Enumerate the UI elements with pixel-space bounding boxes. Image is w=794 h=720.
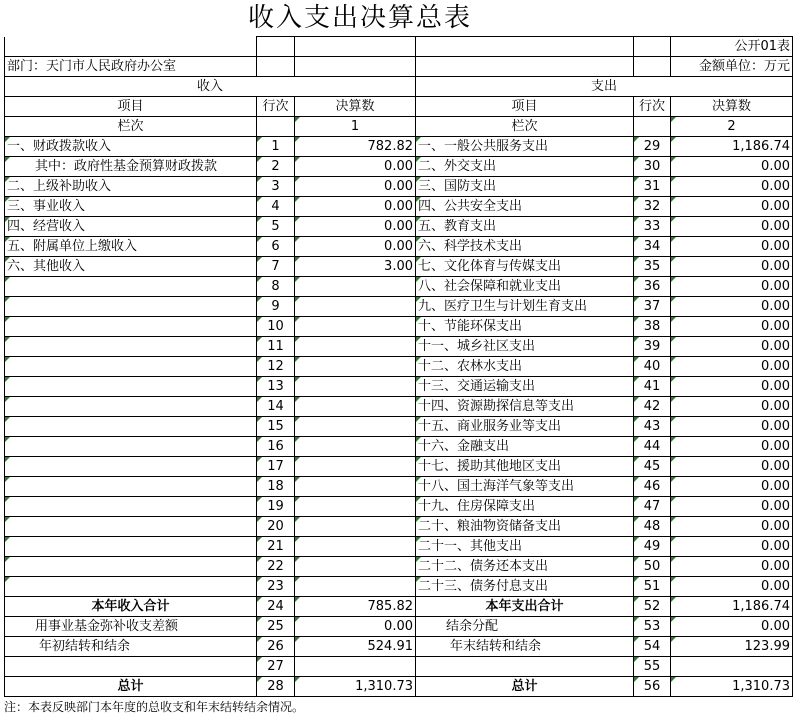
income-item: 三、事业收入 [5,197,257,217]
expense-item: 十三、交通运输支出 [416,377,634,397]
income-amount [295,577,416,597]
expense-item: 十四、资源勘探信息等支出 [416,397,634,417]
expense-item: 年末结转和结余 [416,637,634,657]
expense-amount: 1,310.73 [671,677,793,697]
expense-item: 十八、国土海洋气象等支出 [416,477,634,497]
department: 部门：天门市人民政府办公室 [5,57,257,77]
income-amount-header: 决算数 [295,97,416,117]
income-item: 用事业基金弥补收支差额 [5,617,257,637]
expense-item: 八、社会保障和就业支出 [416,277,634,297]
expense-row-no: 49 [634,537,671,557]
expense-amount: 123.99 [671,637,793,657]
expense-amount: 0.00 [671,217,793,237]
expense-row-no: 45 [634,457,671,477]
table-row [5,457,793,477]
income-item: 四、经营收入 [5,217,257,237]
income-amount [295,357,416,377]
expense-item: 十、节能环保支出 [416,317,634,337]
table-row [5,517,793,537]
expense-item-header: 项目 [416,97,634,117]
expense-amount: 0.00 [671,177,793,197]
table-row [5,397,793,417]
income-row-no: 14 [257,397,295,417]
table-row [5,197,793,217]
table-row [5,317,793,337]
income-row-no: 25 [257,617,295,637]
income-row-no: 5 [257,217,295,237]
expense-row-no: 43 [634,417,671,437]
expense-amount: 0.00 [671,337,793,357]
expense-item: 一、一般公共服务支出 [416,137,634,157]
expense-item: 本年支出合计 [416,597,634,617]
income-row-no: 6 [257,237,295,257]
expense-amount: 0.00 [671,277,793,297]
expense-row-no: 32 [634,197,671,217]
expense-amount: 0.00 [671,317,793,337]
income-item [5,417,257,437]
table-row [5,417,793,437]
expense-row-no: 50 [634,557,671,577]
table-row [5,537,793,557]
expense-row-no: 41 [634,377,671,397]
income-row-no: 17 [257,457,295,477]
expense-item: 十五、商业服务业等支出 [416,417,634,437]
income-amount [295,657,416,677]
income-amount: 782.82 [295,137,416,157]
expense-amount: 0.00 [671,557,793,577]
income-item: 一、财政拨款收入 [5,137,257,157]
expense-amount: 0.00 [671,497,793,517]
income-amount [295,437,416,457]
income-item [5,497,257,517]
income-item: 其中：政府性基金预算财政拨款 [5,157,257,177]
income-item [5,437,257,457]
income-amount [295,557,416,577]
expense-amount: 0.00 [671,197,793,217]
table-row [5,257,793,277]
expense-amount: 0.00 [671,577,793,597]
table-row [5,297,793,317]
expense-item: 五、教育支出 [416,217,634,237]
income-item [5,337,257,357]
income-row-no: 7 [257,257,295,277]
income-row-no: 8 [257,277,295,297]
table-row [5,157,793,177]
income-item: 年初结转和结余 [5,637,257,657]
income-item [5,297,257,317]
expense-row-no: 33 [634,217,671,237]
expense-amount: 0.00 [671,437,793,457]
income-row-no: 21 [257,537,295,557]
expense-row-no: 52 [634,597,671,617]
expense-amount: 0.00 [671,377,793,397]
income-item [5,397,257,417]
income-amount: 3.00 [295,257,416,277]
income-amount [295,457,416,477]
expense-amount: 0.00 [671,357,793,377]
expense-column-label: 栏次 [416,117,634,137]
form-code: 公开01表 [671,37,793,57]
expense-row-no: 29 [634,137,671,157]
expense-item: 十一、城乡社区支出 [416,337,634,357]
page-title: 收入支出决算总表 [247,3,472,33]
income-row-no: 20 [257,517,295,537]
expense-amount-header: 决算数 [671,97,793,117]
expense-item: 三、国防支出 [416,177,634,197]
carryover-row [5,637,793,657]
total-row [5,597,793,617]
income-row-no-header: 行次 [257,97,295,117]
income-item [5,317,257,337]
income-item: 二、上级补助收入 [5,177,257,197]
income-row-no: 3 [257,177,295,197]
expense-row-no: 30 [634,157,671,177]
income-amount [295,337,416,357]
grand-total-row [5,677,793,697]
income-item [5,557,257,577]
income-item [5,577,257,597]
income-amount: 785.82 [295,597,416,617]
income-item: 总计 [5,677,257,697]
fund-row [5,617,793,637]
income-header: 收入 [5,77,416,97]
income-amount: 0.00 [295,617,416,637]
income-amount [295,497,416,517]
table-row [5,437,793,457]
income-amount [295,297,416,317]
income-amount: 0.00 [295,177,416,197]
income-row-no: 24 [257,597,295,617]
table-row [5,557,793,577]
income-item-header: 项目 [5,97,257,117]
table-row [5,497,793,517]
income-amount [295,517,416,537]
income-amount: 0.00 [295,197,416,217]
income-item: 本年收入合计 [5,597,257,617]
income-row-no: 12 [257,357,295,377]
expense-header: 支出 [416,77,793,97]
income-row-no: 13 [257,377,295,397]
expense-row-no: 36 [634,277,671,297]
income-amount: 1,310.73 [295,677,416,697]
table-row [5,177,793,197]
income-amount: 0.00 [295,157,416,177]
expense-row-no: 48 [634,517,671,537]
income-item [5,357,257,377]
expense-item: 二十二、债务还本支出 [416,557,634,577]
income-column-index: 1 [295,117,416,137]
expense-row-no: 47 [634,497,671,517]
table-row [5,337,793,357]
expense-row-no: 56 [634,677,671,697]
income-amount [295,377,416,397]
expense-item: 六、科学技术支出 [416,237,634,257]
expense-row-no: 39 [634,337,671,357]
income-amount [295,397,416,417]
expense-amount: 0.00 [671,617,793,637]
expense-row-no: 44 [634,437,671,457]
expense-row-no: 38 [634,317,671,337]
expense-row-no: 37 [634,297,671,317]
income-amount [295,537,416,557]
expense-amount: 0.00 [671,517,793,537]
expense-amount: 0.00 [671,537,793,557]
expense-item [416,657,634,677]
expense-amount: 0.00 [671,397,793,417]
expense-row-no: 54 [634,637,671,657]
table-row [5,377,793,397]
expense-row-no: 40 [634,357,671,377]
income-item: 六、其他收入 [5,257,257,277]
income-row-no: 9 [257,297,295,317]
expense-row-no: 34 [634,237,671,257]
expense-item: 结余分配 [416,617,634,637]
expense-row-no: 55 [634,657,671,677]
expense-item: 十二、农林水支出 [416,357,634,377]
income-item: 五、附属单位上缴收入 [5,237,257,257]
expense-amount: 0.00 [671,417,793,437]
income-amount: 0.00 [295,237,416,257]
expense-item: 十七、援助其他地区支出 [416,457,634,477]
income-row-no: 16 [257,437,295,457]
table-row [5,137,793,157]
expense-row-no: 53 [634,617,671,637]
expense-item: 七、文化体育与传媒支出 [416,257,634,277]
income-item [5,377,257,397]
expense-amount: 0.00 [671,257,793,277]
income-amount [295,317,416,337]
income-row-no: 15 [257,417,295,437]
expense-item: 总计 [416,677,634,697]
income-amount: 524.91 [295,637,416,657]
expense-item: 九、医疗卫生与计划生育支出 [416,297,634,317]
blank-row [5,657,793,677]
income-amount [295,277,416,297]
expense-amount [671,657,793,677]
table-row [5,277,793,297]
expense-amount: 0.00 [671,237,793,257]
income-item [5,537,257,557]
expense-row-no: 31 [634,177,671,197]
income-row-no: 1 [257,137,295,157]
expense-item: 四、公共安全支出 [416,197,634,217]
expense-item: 十九、住房保障支出 [416,497,634,517]
expense-row-no-header: 行次 [634,97,671,117]
income-item [5,517,257,537]
expense-item: 二十一、其他支出 [416,537,634,557]
table-row [5,357,793,377]
expense-item: 二十三、债务付息支出 [416,577,634,597]
table-row [5,237,793,257]
income-row-no: 28 [257,677,295,697]
income-row-no: 2 [257,157,295,177]
expense-column-index: 2 [671,117,793,137]
income-row-no: 4 [257,197,295,217]
expense-item: 二十、粮油物资储备支出 [416,517,634,537]
income-item [5,477,257,497]
income-item [5,277,257,297]
unit-label: 金额单位：万元 [671,57,793,77]
income-row-no: 26 [257,637,295,657]
table-row [5,477,793,497]
income-amount [295,417,416,437]
income-row-no: 22 [257,557,295,577]
income-amount [295,477,416,497]
income-column-label: 栏次 [5,117,257,137]
income-expense-table [4,36,793,697]
expense-item: 二、外交支出 [416,157,634,177]
table-row [5,577,793,597]
expense-amount: 1,186.74 [671,597,793,617]
expense-row-no: 35 [634,257,671,277]
income-item [5,657,257,677]
income-row-no: 27 [257,657,295,677]
expense-item: 十六、金融支出 [416,437,634,457]
column-header-row [5,97,793,117]
income-row-no: 11 [257,337,295,357]
expense-amount: 0.00 [671,297,793,317]
expense-row-no: 46 [634,477,671,497]
income-row-no: 10 [257,317,295,337]
table-row [5,217,793,237]
income-item [5,457,257,477]
footnote: 注：本表反映部门本年度的总收支和年末结转结余情况。 [4,700,305,714]
expense-amount: 0.00 [671,477,793,497]
income-row-no: 19 [257,497,295,517]
expense-amount: 0.00 [671,157,793,177]
expense-amount: 1,186.74 [671,137,793,157]
income-row-no: 18 [257,477,295,497]
column-index-row [5,117,793,137]
section-header-row [5,77,793,97]
expense-row-no: 42 [634,397,671,417]
form-code-row [5,37,793,57]
department-row [5,57,793,77]
income-amount: 0.00 [295,217,416,237]
expense-amount: 0.00 [671,457,793,477]
income-row-no: 23 [257,577,295,597]
expense-row-no: 51 [634,577,671,597]
